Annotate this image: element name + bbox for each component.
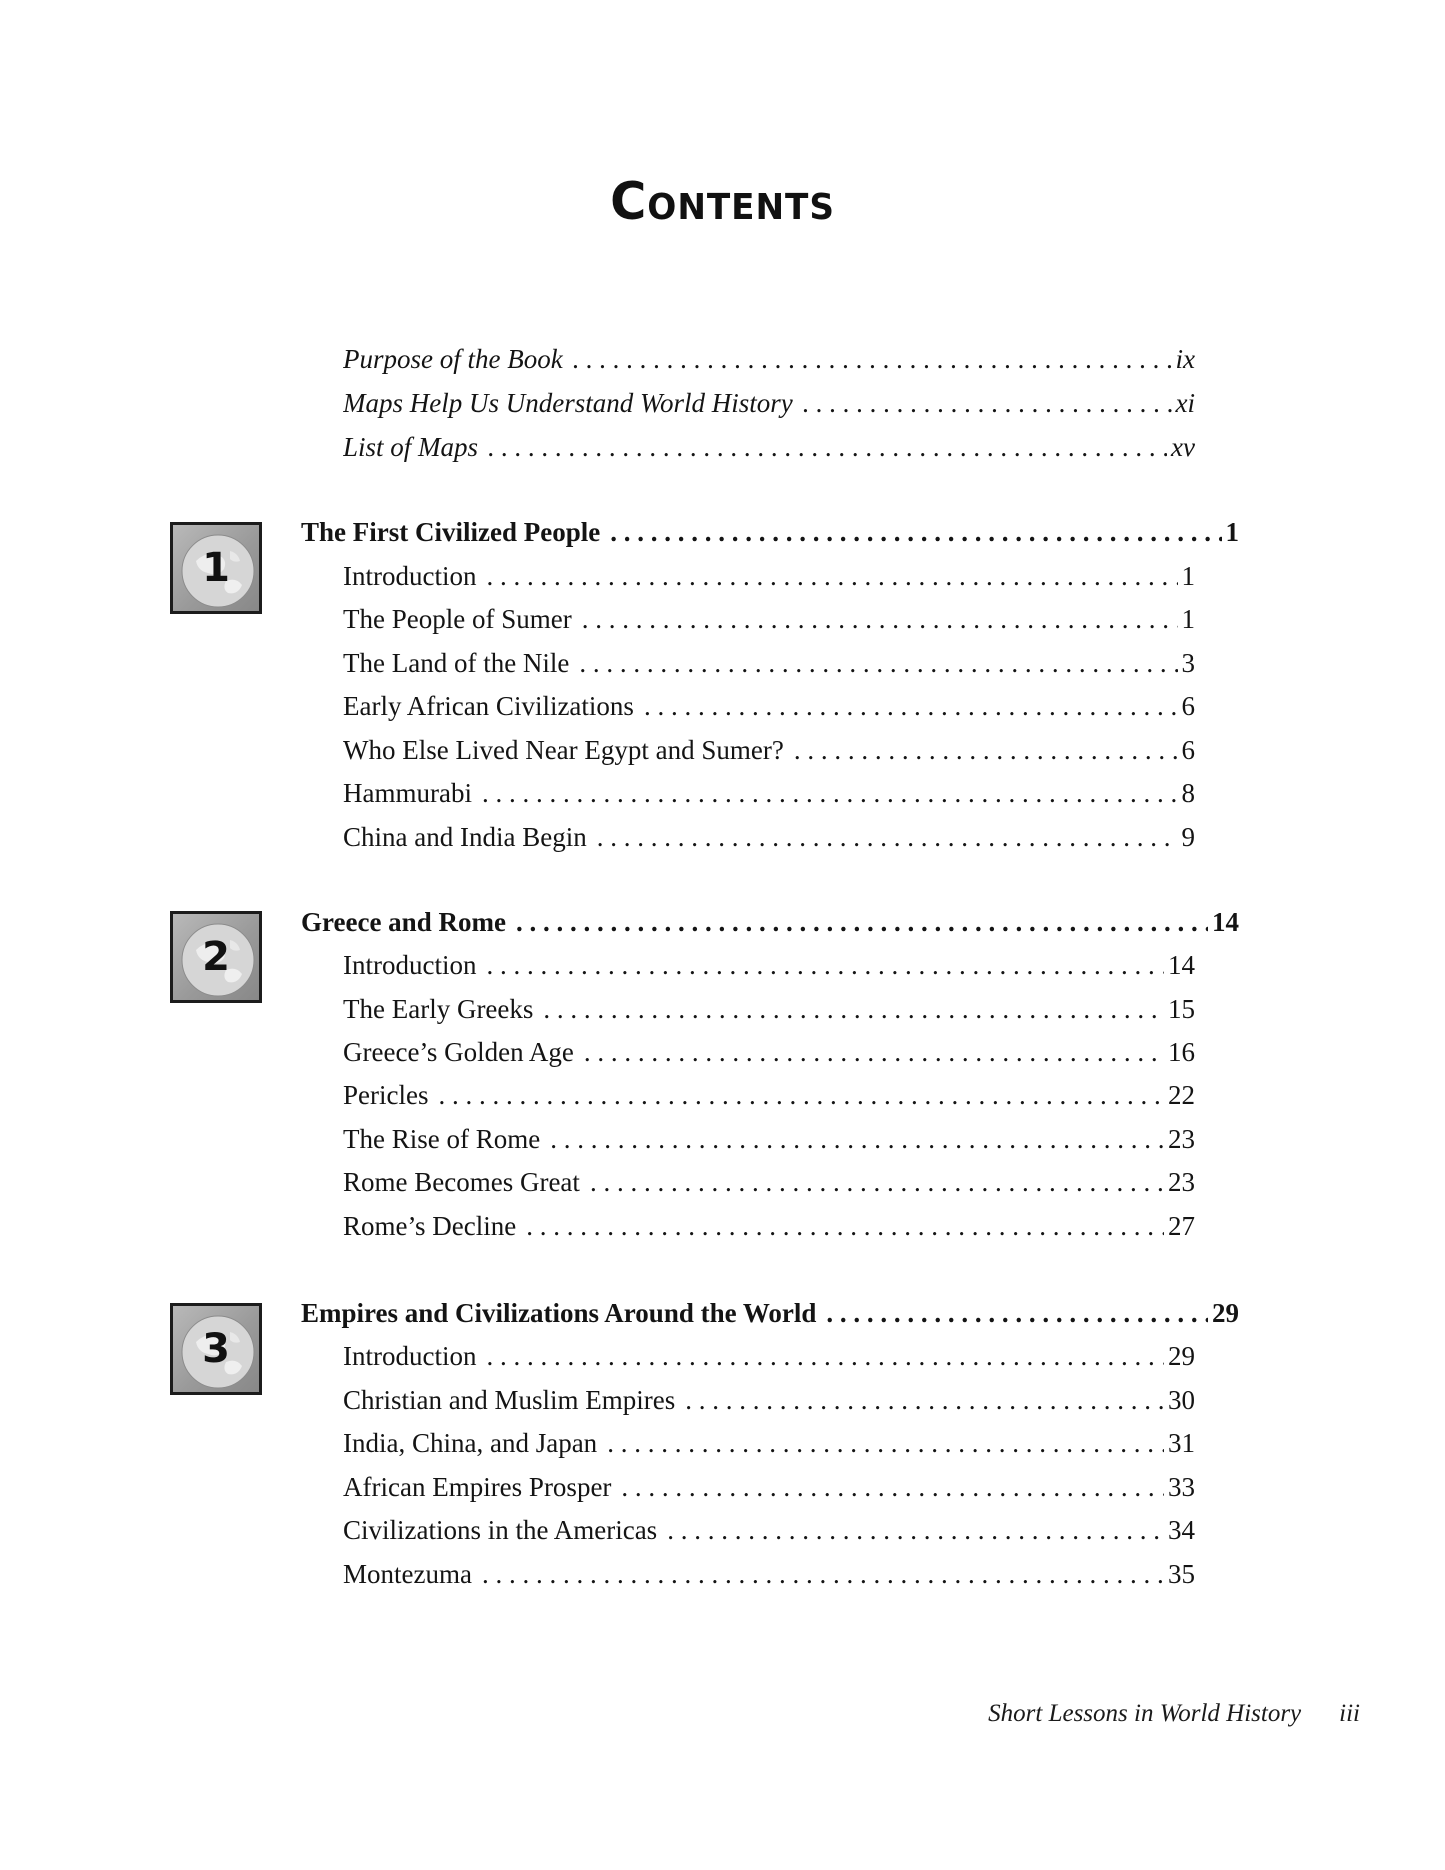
- toc-entry[interactable]: [343, 1034, 1195, 1070]
- toc-entry-label: The People of Sumer: [343, 604, 572, 634]
- toc-entry-page: 29: [1168, 1341, 1195, 1371]
- toc-entry-label: The Rise of Rome: [343, 1124, 541, 1154]
- toc-entry[interactable]: [343, 991, 1195, 1027]
- dot-leader: [610, 514, 1221, 550]
- dot-leader: [803, 385, 1172, 421]
- toc-entry[interactable]: [343, 558, 1195, 594]
- toc-entry[interactable]: [343, 1338, 1195, 1374]
- dot-leader: [543, 991, 1164, 1027]
- dot-leader: [794, 732, 1178, 768]
- toc-entry-label: Purpose of the Book: [343, 344, 563, 374]
- toc-entry-page: 9: [1181, 822, 1195, 852]
- chapter-number: 1: [202, 545, 230, 591]
- toc-entry-label: The Land of the Nile: [343, 648, 570, 678]
- toc-entry-label: Introduction: [343, 950, 477, 980]
- toc-chapter-page: 29: [1212, 1298, 1239, 1328]
- toc-entry-page: xi: [1175, 388, 1195, 418]
- dot-leader: [597, 819, 1178, 855]
- toc-entry[interactable]: [343, 1469, 1195, 1505]
- toc-entry-label: Hammurabi: [343, 778, 472, 808]
- toc-entry[interactable]: [343, 601, 1195, 637]
- dot-leader: [438, 1077, 1164, 1113]
- toc-entry-page: 6: [1181, 691, 1195, 721]
- dot-leader: [590, 1164, 1164, 1200]
- footer-page-number: iii: [1339, 1700, 1360, 1727]
- dot-leader: [667, 1512, 1164, 1548]
- toc-entry[interactable]: [343, 1382, 1195, 1418]
- toc-entry-page: 23: [1168, 1124, 1195, 1154]
- toc-chapter-heading[interactable]: [301, 904, 1239, 940]
- chapter-number: 2: [202, 934, 230, 980]
- chapter-badge-3: [170, 1303, 262, 1395]
- toc-entry-page: 31: [1168, 1428, 1195, 1458]
- dot-leader: [482, 1556, 1164, 1592]
- toc-entry-front[interactable]: [343, 341, 1195, 377]
- toc-entry-page: 27: [1168, 1211, 1195, 1241]
- toc-entry-front[interactable]: [343, 385, 1195, 421]
- dot-leader: [644, 688, 1178, 724]
- dot-leader: [579, 645, 1177, 681]
- toc-entry-label: Introduction: [343, 561, 477, 591]
- dot-leader: [584, 1034, 1164, 1070]
- toc-entry-page: xv: [1171, 432, 1195, 462]
- toc-chapter-page: 1: [1225, 517, 1239, 547]
- toc-entry[interactable]: [343, 1077, 1195, 1113]
- toc-entry-label: Early African Civilizations: [343, 691, 634, 721]
- toc-entry-label: Who Else Lived Near Egypt and Sumer?: [343, 735, 784, 765]
- toc-entry-label: Rome’s Decline: [343, 1211, 517, 1241]
- toc-entry-label: Christian and Muslim Empires: [343, 1385, 676, 1415]
- toc-entry-page: 14: [1168, 950, 1195, 980]
- toc-chapter-heading[interactable]: [301, 514, 1239, 550]
- toc-entry[interactable]: [343, 645, 1195, 681]
- dot-leader: [482, 775, 1178, 811]
- toc-entry-page: 3: [1181, 648, 1195, 678]
- toc-entry-label: Pericles: [343, 1080, 429, 1110]
- toc-entry-label: China and India Begin: [343, 822, 587, 852]
- toc-entry[interactable]: [343, 1512, 1195, 1548]
- dot-leader: [685, 1382, 1164, 1418]
- page-footer: [988, 1700, 1360, 1728]
- toc-entry[interactable]: [343, 1425, 1195, 1461]
- dot-leader: [621, 1469, 1164, 1505]
- toc-entry-page: 1: [1181, 561, 1195, 591]
- dot-leader: [573, 341, 1172, 377]
- toc-entry-label: Montezuma: [343, 1559, 472, 1589]
- toc-entry[interactable]: [343, 947, 1195, 983]
- dot-leader: [486, 947, 1164, 983]
- toc-entry-label: List of Maps: [343, 432, 479, 462]
- chapter-badge-1: [170, 522, 262, 614]
- toc-entry-page: ix: [1175, 344, 1195, 374]
- toc-entry[interactable]: [343, 688, 1195, 724]
- page-title: Contents: [610, 172, 835, 232]
- toc-entry-label: Greece’s Golden Age: [343, 1037, 574, 1067]
- toc-entry[interactable]: [343, 1556, 1195, 1592]
- toc-entry-page: 1: [1181, 604, 1195, 634]
- toc-entry-label: Rome Becomes Great: [343, 1167, 580, 1197]
- dot-leader: [488, 429, 1167, 465]
- dot-leader: [826, 1295, 1208, 1331]
- toc-chapter-title: Greece and Rome: [301, 907, 506, 937]
- toc-entry[interactable]: [343, 1121, 1195, 1157]
- dot-leader: [486, 558, 1177, 594]
- toc-entry-label: Introduction: [343, 1341, 477, 1371]
- toc-entry-page: 15: [1168, 994, 1195, 1024]
- toc-entry-page: 34: [1168, 1515, 1195, 1545]
- toc-entry-page: 16: [1168, 1037, 1195, 1067]
- toc-entry[interactable]: [343, 1208, 1195, 1244]
- toc-entry-label: India, China, and Japan: [343, 1428, 598, 1458]
- dot-leader: [582, 601, 1178, 637]
- dot-leader: [516, 904, 1208, 940]
- toc-entry-label: Maps Help Us Understand World History: [343, 388, 793, 418]
- dot-leader: [550, 1121, 1164, 1157]
- toc-entry-front[interactable]: [343, 429, 1195, 465]
- toc-chapter-title: The First Civilized People: [301, 517, 601, 547]
- toc-entry-page: 33: [1168, 1472, 1195, 1502]
- chapter-number: 3: [202, 1326, 230, 1372]
- toc-entry-page: 22: [1168, 1080, 1195, 1110]
- toc-entry-page: 30: [1168, 1385, 1195, 1415]
- toc-entry[interactable]: [343, 819, 1195, 855]
- dot-leader: [607, 1425, 1164, 1461]
- toc-entry[interactable]: [343, 1164, 1195, 1200]
- toc-entry-page: 8: [1181, 778, 1195, 808]
- toc-chapter-title: Empires and Civilizations Around the World: [301, 1298, 817, 1328]
- dot-leader: [526, 1208, 1164, 1244]
- dot-leader: [486, 1338, 1164, 1374]
- toc-entry-page: 6: [1181, 735, 1195, 765]
- toc-entry-page: 35: [1168, 1559, 1195, 1589]
- chapter-badge-2: [170, 911, 262, 1003]
- toc-entry-label: Civilizations in the Americas: [343, 1515, 658, 1545]
- footer-book-title: Short Lessons in World History: [988, 1700, 1302, 1727]
- toc-chapter-page: 14: [1212, 907, 1239, 937]
- toc-entry-page: 23: [1168, 1167, 1195, 1197]
- toc-entry[interactable]: [343, 732, 1195, 768]
- toc-chapter-heading[interactable]: [301, 1295, 1239, 1331]
- toc-entry-label: The Early Greeks: [343, 994, 534, 1024]
- toc-entry[interactable]: [343, 775, 1195, 811]
- toc-entry-label: African Empires Prosper: [343, 1472, 612, 1502]
